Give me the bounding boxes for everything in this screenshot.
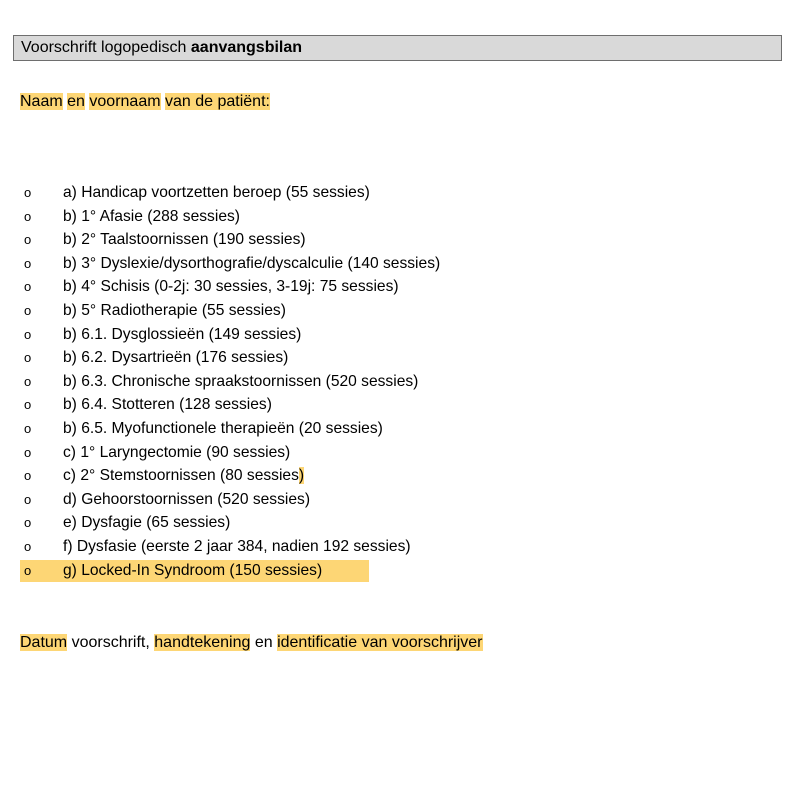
- list-item: [0, 181, 799, 205]
- bullet-icon: o: [24, 232, 32, 248]
- list-item-text: c) 1° Laryngectomie (90 sessies): [63, 443, 291, 461]
- bullet-icon: o: [24, 326, 32, 342]
- list-item-text: b) 3° Dyslexie/dysorthografie/dyscalculie (140 sessies): [63, 254, 441, 272]
- footer-part1: Datum: [20, 634, 68, 651]
- list-item-text: b) 2° Taalstoornissen (190 sessies): [63, 231, 306, 249]
- list-item: [0, 299, 799, 323]
- list-item-text: b) 6.4. Stotteren (128 sessies): [63, 396, 272, 414]
- bullet-icon: o: [24, 420, 32, 436]
- list-item: [0, 323, 799, 347]
- list-item: [0, 275, 799, 299]
- patient-label-part4: van de patiënt:: [165, 93, 270, 110]
- bullet-icon: o: [24, 562, 32, 578]
- form-title: [13, 35, 782, 61]
- list-item-text: d) Gehoorstoornissen (520 sessies): [63, 490, 311, 508]
- list-item: [0, 535, 799, 559]
- prescriber-signature-label: [20, 632, 483, 654]
- list-item-text-wrapper: [63, 464, 304, 488]
- footer-part3: handtekening: [154, 634, 251, 651]
- footer-part5: identificatie van voorschrijver: [277, 634, 483, 651]
- list-item-text: e) Dysfagie (65 sessies): [63, 514, 231, 532]
- footer-part2: voorschrift,: [71, 634, 150, 651]
- bullet-icon: o: [24, 302, 32, 318]
- list-item-text: b) 1° Afasie (288 sessies): [63, 207, 240, 225]
- form-title-bold: aanvangsbilan: [190, 39, 303, 56]
- list-item-text: g) Locked-In Syndroom (150 sessies): [63, 561, 323, 579]
- list-item-text: b) 4° Schisis (0-2j: 30 sessies, 3-19j: 75 sessies): [63, 278, 399, 296]
- list-item-text: b) 6.5. Myofunctionele therapieën (20 sessies): [63, 419, 383, 437]
- patient-label-part1: Naam: [20, 93, 63, 110]
- bullet-icon: o: [24, 185, 32, 200]
- list-item-text: b) 6.3. Chronische spraakstoornissen (520 sessies): [63, 372, 419, 390]
- patient-label-part3: voornaam: [89, 93, 161, 110]
- form-title-prefix: Voorschrift logopedisch: [21, 39, 187, 56]
- bullet-icon: o: [24, 397, 32, 413]
- list-item: [0, 488, 799, 512]
- list-item-text-tail: ): [298, 467, 305, 485]
- prescription-options-list: [0, 181, 799, 582]
- bullet-icon: o: [24, 515, 32, 531]
- list-item-text: b) 6.2. Dysartrieën (176 sessies): [63, 349, 289, 367]
- list-item-text: f) Dysfasie (eerste 2 jaar 384, nadien 192 sessies): [63, 537, 411, 555]
- list-item: [0, 441, 799, 465]
- list-item-text: a) Handicap voortzetten beroep (55 sessies): [63, 184, 370, 201]
- list-item: [0, 346, 799, 370]
- bullet-icon: o: [24, 279, 32, 295]
- list-item-text: c) 2° Stemstoornissen (80 sessies: [63, 467, 299, 485]
- list-item-text: b) 5° Radiotherapie (55 sessies): [63, 301, 286, 319]
- list-item-highlighted: [0, 559, 799, 583]
- list-item: [0, 511, 799, 535]
- list-item: [0, 252, 799, 276]
- bullet-icon: o: [24, 468, 32, 484]
- patient-name-label: [20, 91, 270, 113]
- list-item: [0, 205, 799, 229]
- patient-label-part2: en: [67, 93, 85, 110]
- bullet-icon: o: [24, 208, 32, 224]
- bullet-icon: o: [24, 350, 32, 366]
- list-item: [0, 417, 799, 441]
- list-item-text: b) 6.1. Dysglossieën (149 sessies): [63, 325, 302, 343]
- list-item: [0, 393, 799, 417]
- bullet-icon: o: [24, 444, 32, 460]
- bullet-icon: o: [24, 255, 32, 271]
- list-item: [0, 370, 799, 394]
- bullet-icon: o: [24, 491, 32, 507]
- bullet-icon: o: [24, 538, 32, 554]
- footer-part4: en: [254, 634, 273, 651]
- bullet-icon: o: [24, 373, 32, 389]
- list-item: [0, 464, 799, 488]
- list-item: [0, 228, 799, 252]
